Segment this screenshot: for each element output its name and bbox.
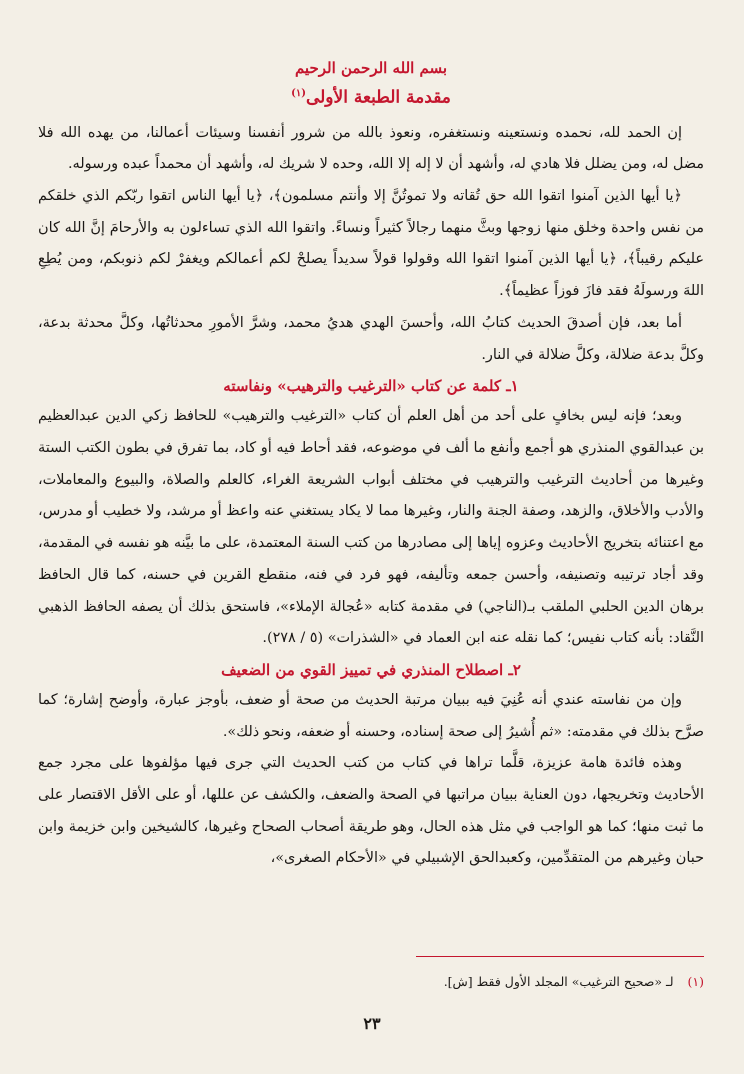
section-1-paragraph: وبعد؛ فإنه ليس بخافٍ على أحد من أهل العلم أن كتاب «الترغيب والترهيب» للحافظ زكي الدين عبدالعظيم بن عبدالقوي المنذري هو أجمع وأنفع ما ألف في موضوعه، فقد أحاط فيه أو كاد، بما تفرق في بطون الكتب الستة وغيرها من أحاديث الترغيب والترهيب في مختلف أبواب الشريعة الغراء، كالعلم والصلاة، والبيوع والمعاملات، والأدب والأخلاق، والزهد، وصفة الجنة والنار، وغيرها مما لا يكاد يستغني عنه واعظ أو مرشد، ولا خطيب أو مدرس، مع اعتنائه بتخريج الأحاديث وعزوه إياها إلى مصادرها من كتب السنة المعتمدة، على ما بيَّنه هو نفسه في المقدمة، وقد أجاد ترتيبه وتصنيفه، وأحسن جمعه وتأليفه، فهو فرد في فنه، منقطع القرين في حسنه، كما قال الحافظ برهان الدين الحلبي الملقب بـ(الناجي) في مقدمة كتابه «عُجالة الإملاء»، فاستحق بذلك أن يصفه الحافظ الذهبي النَّقاد: بأنه كتاب نفيس؛ كما نقله عنه ابن العماد في «الشذرات» (٥ / ٢٧٨). bbox=[38, 408, 704, 647]
intro-title bbox=[38, 80, 704, 112]
section-1-heading: ١ـ كلمة عن كتاب «الترغيب والترهيب» ونفاسته bbox=[223, 377, 519, 396]
footnote-text: لـ «صحيح الترغيب» المجلد الأول فقط [ش]. bbox=[443, 974, 674, 989]
basmala-heading: بسم الله الرحمن الرحيم bbox=[294, 59, 448, 77]
opening-paragraph: إن الحمد لله، نحمده ونستعينه ونستغفره، ونعوذ بالله من شرور أنفسنا وسيئات أعمالنا، من يهده الله فلا مضل له، ومن يضلل فلا هادي له، وأشهد أن لا إله إلا الله، وحده لا شريك له، وأشهد أن محمداً عبده ورسوله. bbox=[38, 124, 704, 173]
section-2-heading: ٢ـ اصطلاح المنذري في تمييز القوي من الضعيف bbox=[221, 660, 521, 679]
page-number: ٢٣ bbox=[363, 1014, 381, 1033]
footnote-divider bbox=[416, 956, 704, 957]
section-2-paragraph-2: وهذه فائدة هامة عزيزة، قلَّما تراها في كتاب من كتب الحديث التي جرى فيها مؤلفوها على مجرد جمع الأحاديث وتخريجها، دون العناية ببيان مراتبها في الصحة والضعف، والكشف عن عللها، أو على الأقل الاقتصار على ما ثبت منها؛ كما هو الواجب في مثل هذه الحال، وهو طريقة أصحاب الصحاح وغيرها، كالشيخين وابن خزيمة وابن حبان وغيرهم من المتقدِّمين، وكعبدالحق الإشبيلي في «الأحكام الصغرى»، bbox=[38, 755, 704, 867]
footnote-number: (١) bbox=[687, 974, 704, 989]
quran-verses-paragraph: ﴿يا أيها الذين آمنوا اتقوا الله حق تُقاته ولا تموتُنَّ إلا وأنتم مسلمون﴾، ﴿يا أيها الناس اتقوا ربّكم الذي خلقكم من نفس واحدة وخلق منها زوجها وبثَّ منهما رجالاً كثيراً ونساءً. واتقوا الله الذي تساءلون به والأرحامَ إنَّ الله كان عليكم رقيباً﴾، ﴿يا أيها الذين آمنوا اتقوا الله وقولوا قولاً سديداً يصلحْ لكم أعمالكم ويغفرْ لكم ذنوبكم، ومن يُطِعِ اللهَ ورسولَهُ فقد فازَ فوزاً عظيماً﴾. bbox=[38, 188, 704, 300]
amma-bad-paragraph: أما بعد، فإن أصدقَ الحديث كتابُ الله، وأحسنَ الهدي هديُ محمد، وشرَّ الأمورِ محدثاتُها، وكلَّ محدثة بدعة، وكلَّ بدعة ضلالة، وكلَّ ضلالة في النار. bbox=[38, 314, 704, 363]
intro-title-text: مقدمة الطبعة الأولى bbox=[305, 87, 451, 108]
footnote bbox=[38, 972, 704, 992]
intro-footnote-ref: (١) bbox=[291, 88, 306, 99]
section-2-paragraph-1: وإن من نفاسته عندي أنه عُنِيَ فيه ببيان مرتبة الحديث من صحة أو ضعف، بأوجز عبارة، وأوضح إشارة؛ كما صرَّح بذلك في مقدمته: «ثم أُشيرُ إلى صحة إسناده، وحسنه أو ضعفه، ونحو ذلك». bbox=[38, 691, 704, 740]
